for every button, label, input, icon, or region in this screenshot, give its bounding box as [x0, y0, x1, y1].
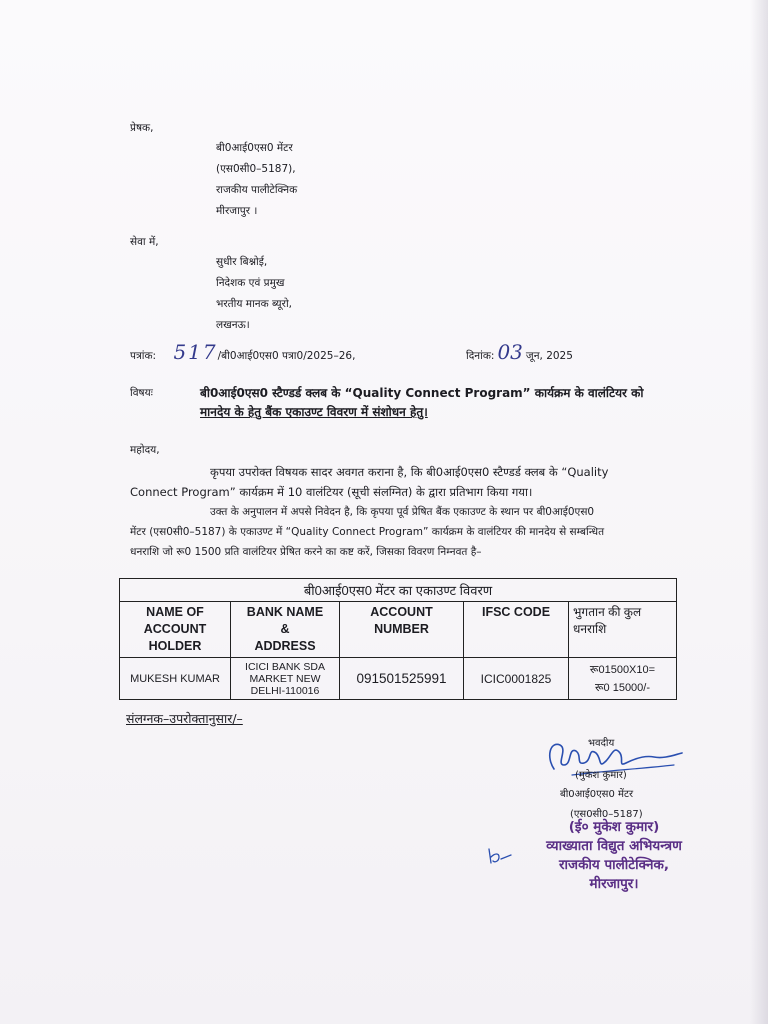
sender-line: बी0आई0एस0 मेंटर	[216, 142, 293, 154]
recipient-line: सुधीर बिश्नोई,	[216, 256, 268, 268]
paragraph-line: Connect Program” कार्यक्रम में 10 वालंटियर (सूची संलग्नित) के द्वारा प्रतिभाग किया गया।	[130, 485, 533, 499]
date-line	[466, 340, 573, 368]
header-text: HOLDER	[148, 639, 202, 653]
stamp-line: (ई० मुकेश कुमार)	[568, 819, 660, 835]
header-text: धनराशि	[573, 622, 607, 636]
date-day: 03	[497, 340, 523, 364]
subject-line: मानदेय के हेतु बैंक एकाउण्ट विवरण में संशोधन हेतु।	[200, 405, 428, 419]
stamp-line: राजकीय पालीटेक्निक,	[559, 857, 669, 873]
subject-line: बी0आई0एस0 स्टैण्डर्ड क्लब के “Quality Connect Program” कार्यक्रम के वालंटियर को	[200, 386, 644, 400]
recipient-block	[216, 252, 292, 336]
cell-text: MARKET NEW	[249, 672, 321, 685]
stamp-line: मीरजापुर।	[589, 876, 639, 892]
header-text: ADDRESS	[254, 639, 316, 653]
reference-suffix: /बी0आई0एस0 पत्रा0/2025–26,	[217, 350, 356, 362]
header-text: NUMBER	[374, 622, 429, 636]
header-account-holder	[120, 602, 231, 658]
signatory-code: (एस0सी0–5187)	[570, 809, 643, 820]
cell-account-number: 091501525991	[340, 658, 464, 700]
table-row	[120, 658, 677, 700]
cell-bank-address	[231, 658, 340, 700]
signatory-name: (मुकेश कुमार)	[575, 770, 627, 781]
paragraph-line: उक्त के अनुपालन में अपसे निवेदन है, कि कृपया पूर्व प्रेषित बैंक एकाउण्ट के स्थान पर बी0आई0एस0	[210, 506, 595, 518]
stamp-line: व्याख्याता विद्युत अभियन्त्रण	[546, 838, 682, 854]
header-bank-name	[231, 602, 340, 658]
official-stamp	[514, 818, 714, 894]
reference-number: 517	[173, 340, 218, 364]
date-label: दिनांक:	[466, 350, 495, 362]
header-text: ACCOUNT	[370, 605, 433, 619]
header-account-number	[340, 602, 464, 658]
subject-text	[200, 384, 676, 422]
sender-line: (एस0सी0–5187),	[216, 163, 296, 175]
header-text: &	[280, 622, 290, 636]
cell-ifsc-code: ICIC0001825	[464, 658, 569, 700]
cell-total-amount	[569, 658, 677, 700]
header-text: BANK NAME	[246, 605, 324, 619]
paragraph-line: मेंटर (एस0सी0–5187) के एकाउण्ट में “Quality Connect Program” कार्यक्रम के वालंटियर की मानदेय से सम्बन्धित	[130, 526, 605, 538]
recipient-line: निदेशक एवं प्रमुख	[216, 277, 285, 289]
date-rest: जून, 2025	[525, 350, 573, 362]
table-caption: बी0आई0एस0 मेंटर का एकाउण्ट विवरण	[120, 579, 677, 602]
reference-line	[130, 340, 355, 368]
sender-line: राजकीय पालीटेक्निक	[216, 184, 298, 196]
header-text: NAME OF	[146, 605, 204, 619]
enclosure-note: संलग्नक–उपरोक्तानुसार/–	[126, 711, 243, 726]
paragraph-line: कृपया उपरोक्त विषयक सादर अवगत कराना है, कि बी0आई0एस0 स्टैण्डर्ड क्लब के “Quality	[210, 465, 609, 479]
paragraph-line: धनराशि जो रू0 1500 प्रति वालंटियर प्रेषित करने का कष्ट करें, जिसका विवरण निम्नवत है–	[130, 546, 482, 558]
sender-label: प्रेषक,	[130, 122, 154, 134]
valediction: भवदीय	[588, 738, 615, 749]
table-header-row	[120, 602, 677, 658]
salutation: महोदय,	[130, 444, 160, 456]
signatory-designation: बी0आई0एस0 मेंटर	[560, 789, 634, 800]
reference-label: पत्रांक:	[130, 350, 157, 362]
cell-text: ICICI BANK SDA	[245, 660, 325, 673]
paragraph-2	[130, 502, 676, 562]
cell-account-holder: MUKESH KUMAR	[120, 658, 231, 700]
page-edge-shadow	[750, 0, 768, 1024]
subject-label: विषयः	[130, 387, 153, 399]
sender-block	[216, 138, 297, 222]
initials-mark	[485, 845, 515, 867]
header-text: ACCOUNT	[143, 622, 207, 636]
account-details-table	[119, 578, 677, 700]
cell-text: रू0 15000/-	[594, 681, 651, 694]
recipient-line: भरतीय मानक ब्यूरो,	[216, 298, 292, 310]
cell-text: रू01500X10=	[589, 663, 656, 676]
sender-line: मीरजापुर ।	[216, 205, 258, 217]
cell-text: DELHI-110016	[250, 684, 320, 697]
recipient-label: सेवा में,	[130, 236, 159, 248]
header-total-amount	[569, 602, 677, 658]
table-caption-row	[120, 579, 677, 602]
header-ifsc-code: IFSC CODE	[464, 602, 569, 658]
recipient-line: लखनऊ।	[216, 319, 250, 331]
header-text: भुगतान की कुल	[573, 605, 642, 619]
paragraph-1	[130, 462, 676, 502]
